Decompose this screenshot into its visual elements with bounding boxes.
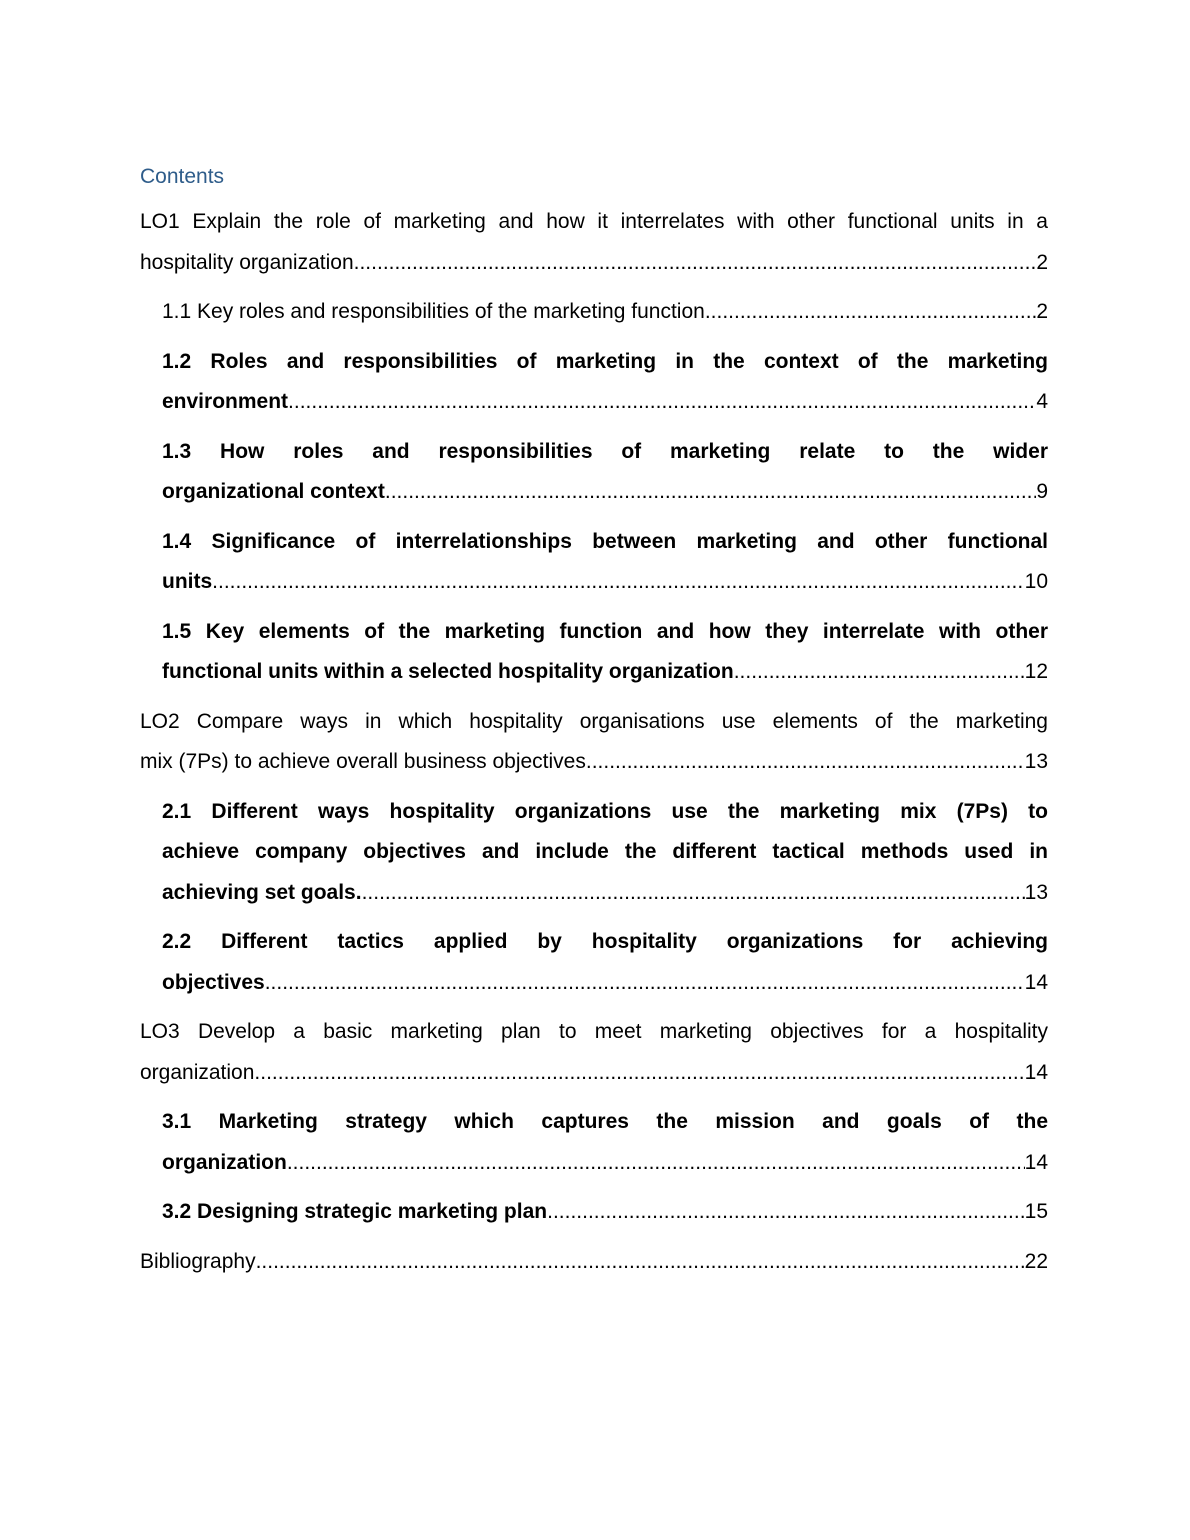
toc-entry-text: 1.1 Key roles and responsibilities of the marketing function (162, 300, 705, 323)
page-number: 15 (1024, 1200, 1048, 1223)
page-number: 14 (1024, 1060, 1048, 1084)
toc-entry-text: achieve company objectives and include the different tactical methods used in (162, 840, 1048, 863)
dot-leader (265, 963, 1025, 1004)
toc-entry-text: hospitality organization (140, 250, 354, 274)
toc-entry-1-2[interactable] (162, 342, 1048, 423)
dot-leader (254, 1053, 1024, 1094)
page-number: 10 (1024, 570, 1048, 593)
toc-entry-1-4[interactable] (162, 522, 1048, 603)
page-number: 22 (1024, 1249, 1048, 1273)
dot-leader (288, 382, 1036, 423)
page-number: 2 (1036, 300, 1048, 323)
document-page (140, 162, 1048, 1282)
toc-entry-text: LO1 Explain the role of marketing and how it interrelates with other functional units in a (140, 210, 1048, 233)
toc-entry-1-1[interactable] (162, 292, 1048, 333)
dot-leader (362, 873, 1025, 914)
toc-entry-text: functional units within a selected hospitality organization (162, 660, 734, 683)
page-number: 2 (1036, 250, 1048, 274)
page-number: 4 (1036, 390, 1048, 413)
dot-leader (212, 562, 1024, 603)
page-number: 9 (1036, 480, 1048, 503)
dot-leader (256, 1242, 1025, 1283)
toc-entry-lo2[interactable] (140, 702, 1048, 783)
toc-entry-text: 1.2 Roles and responsibilities of marketing in the context of the marketing (162, 349, 1048, 373)
toc-entry-text: environment (162, 390, 289, 413)
toc-entry-text: 1.3 How roles and responsibilities of marketing relate to the wider (162, 439, 1048, 463)
dot-leader (354, 243, 1037, 284)
dot-leader (705, 292, 1037, 333)
toc-entry-text: objectives (162, 970, 265, 994)
toc-entry-lo1[interactable] (140, 202, 1048, 283)
dot-leader (385, 472, 1036, 513)
toc-title: Contents (140, 165, 225, 188)
page-number: 14 (1024, 1150, 1048, 1174)
toc-entry-text: organization (140, 1060, 255, 1084)
toc-entry-text: 1.4 Significance of interrelationships between marketing and other functional (162, 529, 1048, 553)
dot-leader (547, 1192, 1025, 1233)
page-number: 12 (1024, 660, 1048, 683)
toc-entry-text: 3.2 Designing strategic marketing plan (162, 1200, 548, 1223)
toc-entry-text: LO2 Compare ways in which hospitality organisations use elements of the marketing (140, 709, 1048, 733)
toc-entry-text: achieving set goals. (162, 880, 362, 904)
page-number: 13 (1024, 750, 1048, 773)
toc-entry-text: organization (162, 1150, 287, 1174)
toc-entry-1-5[interactable] (162, 612, 1048, 693)
toc-entry-3-1[interactable] (162, 1102, 1048, 1183)
toc-entry-bibliography[interactable] (140, 1242, 1048, 1283)
dot-leader (734, 652, 1025, 693)
toc-entry-2-2[interactable] (162, 922, 1048, 1003)
toc-entry-text: 3.1 Marketing strategy which captures the mission and goals of the (162, 1110, 1048, 1133)
page-number: 13 (1024, 880, 1048, 904)
toc-entry-2-1[interactable] (162, 792, 1048, 914)
toc-entry-3-2[interactable] (162, 1192, 1048, 1233)
dot-leader (287, 1143, 1025, 1184)
toc-entry-text: mix (7Ps) to achieve overall business objectives (140, 750, 586, 773)
toc-entry-text: organizational context (162, 480, 385, 503)
toc-entry-text: units (162, 570, 213, 593)
toc-entry-lo3[interactable] (140, 1012, 1048, 1093)
toc-entry-1-3[interactable] (162, 432, 1048, 513)
toc-entry-text: 2.2 Different tactics applied by hospitality organizations for achieving (162, 930, 1048, 953)
toc-entry-text: LO3 Develop a basic marketing plan to meet marketing objectives for a hospitality (140, 1020, 1048, 1043)
toc-entry-text: 2.1 Different ways hospitality organizations use the marketing mix (7Ps) to (162, 799, 1048, 823)
toc-entry-text: 1.5 Key elements of the marketing function and how they interrelate with other (162, 619, 1048, 643)
dot-leader (586, 742, 1025, 783)
page-number: 14 (1024, 970, 1048, 994)
toc-entry-text: Bibliography (140, 1249, 256, 1273)
